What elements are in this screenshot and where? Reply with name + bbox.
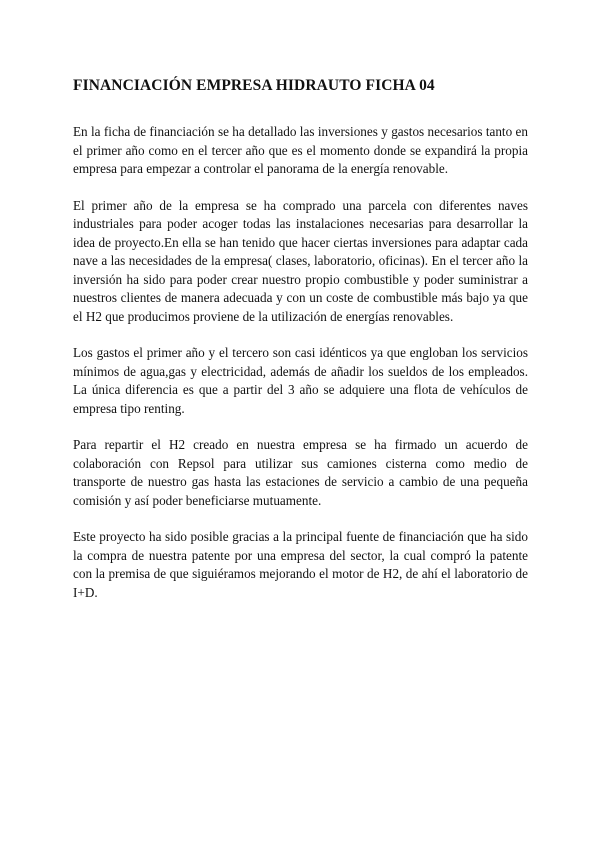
paragraph-repsol-agreement: Para repartir el H2 creado en nuestra empresa se ha firmado un acuerdo de colaboración con Repsol para utilizar sus camiones cisterna como medio de transporte de nuestro gas hasta las estaciones de servicio a cambio de una pequeña comisión y así poder beneficiarse mutuamente. (73, 437, 528, 508)
paragraph-expenses: Los gastos el primer año y el tercero son casi idénticos ya que engloban los servicios mínimos de agua,gas y electricidad, además de añadir los sueldos de los empleados. La única diferencia es que a partir del 3 año se adquiere una flota de vehículos de empresa tipo renting. (73, 345, 528, 416)
paragraph-funding-source: Este proyecto ha sido posible gracias a la principal fuente de financiación que ha sido la compra de nuestra patente por una empresa del sector, la cual compró la patente con la premisa de que siguiéramos mejorando el motor de H2, de ahí el laboratorio de I+D. (73, 529, 528, 600)
paragraph-first-year-investment: El primer año de la empresa se ha comprado una parcela con diferentes naves industriales para poder acoger todas las instalaciones necesarias para desarrollar la idea de proyecto.En ella se han tenido que hacer ciertas inversiones para adaptar cada nave a las necesidades de la empresa( clases, laboratorio, oficinas). En el tercer año la inversión ha sido para poder crear nuestro propio combustible y poder suministrar a nuestros clientes de manera adecuada y con un coste de combustible más bajo ya que el H2 que producimos proviene de la utilización de energías renovables. (73, 197, 528, 324)
document-body (73, 123, 528, 620)
paragraph-intro: En la ficha de financiación se ha detallado las inversiones y gastos necesarios tanto en el primer año como en el tercer año que es el momento donde se expandirá la propia empresa para empezar a controlar el panorama de la energía renovable. (73, 124, 528, 176)
document-title: FINANCIACIÓN EMPRESA HIDRAUTO FICHA 04 (73, 77, 435, 94)
